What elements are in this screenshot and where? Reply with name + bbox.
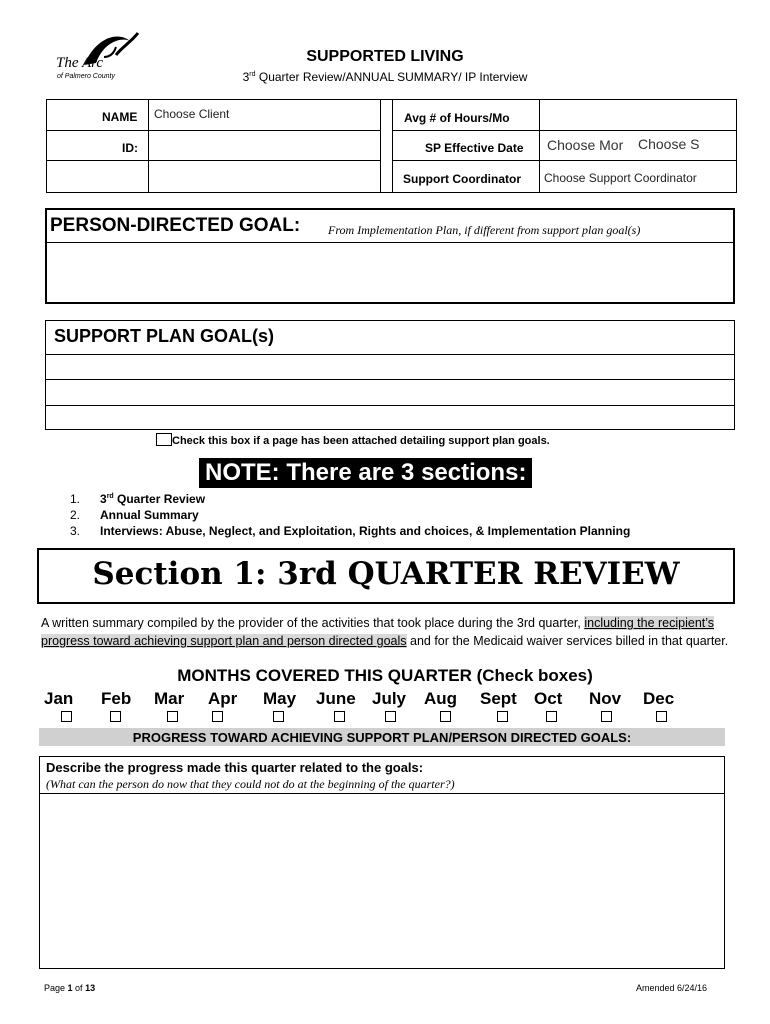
support-plan-goal-line-1[interactable] [48,356,732,378]
logo-subtitle: of Palmero County [57,73,115,80]
page-title: SUPPORTED LIVING [306,48,464,65]
client-select[interactable]: Choose Client [154,107,230,121]
progress-description-hint: (What can the person do now that they could not do at the beginning of the quarter?) [46,777,455,791]
month-checkbox-oct[interactable] [546,711,557,722]
month-label-feb: Feb [101,689,132,708]
client-info-table [46,99,737,193]
month-checkbox-dec[interactable] [656,711,667,722]
avg-hours-label: Avg # of Hours/Mo [404,111,510,125]
month-label-june: June [316,689,356,708]
month-label-apr: Apr [208,689,238,708]
attached-page-check-label: Check this box if a page has been attached detailing support plan goals. [172,435,550,447]
support-coordinator-label: Support Coordinator [403,172,521,186]
person-directed-goal-box [45,208,735,304]
progress-description-box [39,756,725,969]
month-label-aug: Aug [424,689,458,708]
progress-description-label: Describe the progress made this quarter related to the goals: [46,760,424,775]
sections-list [70,489,630,539]
month-checkbox-mar[interactable] [167,711,178,722]
attached-page-check-row [156,433,550,447]
support-plan-goals-box [45,320,735,430]
month-label-may: May [263,689,297,708]
page-subtitle: 3rd Quarter Review/ANNUAL SUMMARY/ IP Interview [242,70,528,84]
month-checkbox-apr[interactable] [212,711,223,722]
month-label-july: July [372,689,407,708]
month-checkbox-feb[interactable] [110,711,121,722]
month-checkbox-june[interactable] [334,711,345,722]
logo-name: The Arc [56,55,104,71]
support-plan-goal-line-2[interactable] [48,381,732,403]
month-label-sept: Sept [480,689,517,708]
list-item: 1. 3rd Quarter Review [70,492,206,506]
month-checkbox-nov[interactable] [601,711,612,722]
sections-note-title: NOTE: There are 3 sections: [199,458,532,488]
person-directed-goal-title: PERSON-DIRECTED GOAL: [50,215,301,236]
months-covered-title: MONTHS COVERED THIS QUARTER (Check boxes) [177,666,593,685]
person-directed-goal-hint: From Implementation Plan, if different from support plan goal(s) [328,223,641,237]
attached-page-checkbox[interactable] [156,433,172,446]
page-number: Page 1 of 13 [44,983,96,993]
support-plan-goal-line-3[interactable] [48,407,732,427]
section-1-description: A written summary compiled by the provider of the activities that took place during the 3rd quarter, including the recipient’s progress toward achieving support plan and person directed goals and for the Medicaid waiver services billed in that quarter. [41,616,729,648]
id-label: ID: [122,141,138,155]
amended-date: Amended 6/24/16 [636,983,708,993]
list-item: 2. Annual Summary [70,508,199,522]
avg-hours-field[interactable] [542,102,734,129]
progress-section-bar: PROGRESS TOWARD ACHIEVING SUPPORT PLAN/PERSON DIRECTED GOALS: [39,728,725,746]
sp-year-select[interactable]: Choose S [638,136,700,152]
id-field[interactable] [151,133,379,159]
month-label-mar: Mar [154,689,185,708]
sp-month-select[interactable]: Choose Mor [547,137,624,153]
person-directed-goal-field[interactable] [49,244,731,300]
name-label: NAME [102,110,138,124]
support-coordinator-select[interactable]: Choose Support Coordinator [544,171,697,185]
sp-effective-date-label: SP Effective Date [425,141,524,155]
month-label-jan: Jan [44,689,74,708]
section-1-title: Section 1: 3rd QUARTER REVIEW [92,556,680,592]
month-checkbox-aug[interactable] [440,711,451,722]
month-checkbox-may[interactable] [273,711,284,722]
month-checkbox-jan[interactable] [61,711,72,722]
month-checkbox-sept[interactable] [497,711,508,722]
month-label-oct: Oct [534,689,563,708]
support-plan-goals-title: SUPPORT PLAN GOAL(s) [54,326,275,346]
month-checkbox-july[interactable] [385,711,396,722]
progress-description-field[interactable] [42,796,722,966]
month-label-nov: Nov [589,689,622,708]
list-item: 3. Interviews: Abuse, Neglect, and Exploitation, Rights and choices, & Implementation Planning [70,524,631,538]
month-label-dec: Dec [643,689,675,708]
